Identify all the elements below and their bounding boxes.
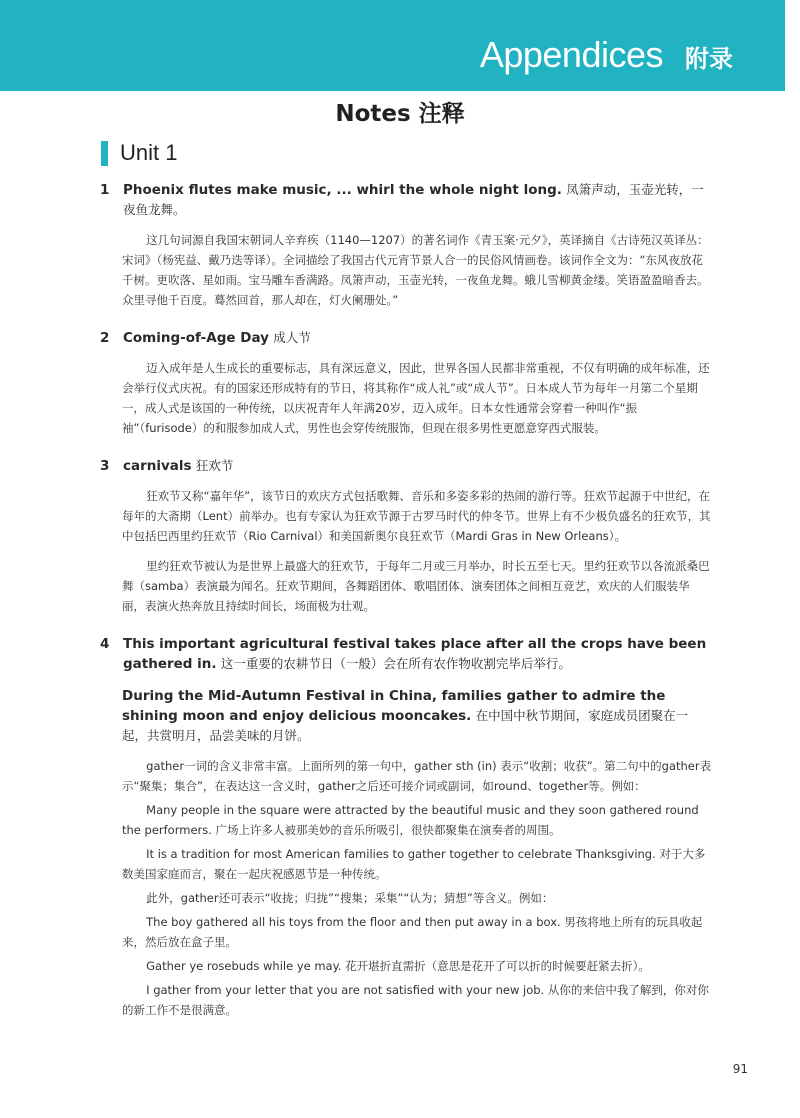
note-subheading-zh: 在中国中秋节期间，家庭成员团聚在一起，共赏明月，品尝美味的月饼。 — [122, 708, 689, 743]
note-number: 1 — [100, 182, 110, 198]
note-heading-zh: 凤箫声动，玉壶光转，一夜鱼龙舞。 — [123, 182, 704, 217]
note-heading-en: Coming-of-Age Day — [123, 330, 269, 346]
note-number: 3 — [100, 458, 110, 474]
note-subheading-en: During the Mid-Autumn Festival in China, families gather to admire the shining moon and enjoy delicious mooncakes. — [122, 688, 666, 724]
banner-title-en: Appendices — [479, 34, 663, 75]
note-paragraph: 迈入成年是人生成长的重要标志，具有深远意义，因此，世界各国人民都非常重视，不仅有明确的成年标准，还会举行仪式庆祝。有的国家还形成特有的节日，将其称作“成人礼”或“成人节”。日本成人节为每年一月第二个星期一，成人式是该国的一种传统，以庆祝青年人年满20岁，迈入成年。日本女性通常会穿着一种叫作“振袖”（furisode）的和服参加成人式，男性也会穿传统服饰，但现在很多男性更愿意穿西式服装。 — [122, 361, 710, 435]
note-paragraph: 狂欢节又称“嘉年华”，该节日的欢庆方式包括歌舞、音乐和多姿多彩的热闹的游行等。狂欢节起源于中世纪，在每年的大斋期（Lent）前举办。也有专家认为狂欢节源于古罗马时代的仲冬节。世界上有不少极负盛名的狂欢节，其中包括巴西里约狂欢节（Rio Carnival）和美国新奥尔良狂欢节（Mardi Gras in New Orleans）。 — [122, 489, 711, 543]
note-number: 4 — [100, 636, 110, 652]
note-heading-en: This important agricultural festival takes place after all the crops have been gathered in. — [123, 636, 707, 672]
note-heading — [100, 180, 712, 220]
note-2 — [100, 328, 712, 438]
note-4 — [100, 634, 712, 1020]
note-heading — [100, 634, 712, 674]
example-sentence: Many people in the square were attracted by the beautiful music and they soon gathered round the performers. 广场上许多人被那美妙的音乐所吸引，很快都聚集在演奏者的周围。 — [122, 803, 699, 837]
note-heading-zh: 这一重要的农耕节日（一般）会在所有农作物收割完毕后举行。 — [220, 656, 571, 671]
note-heading-zh: 狂欢节 — [195, 458, 234, 473]
note-paragraph: gather一词的含义非常丰富。上面所列的第一句中，gather sth (in) 表示“收割；收获”。第二句中的gather表示“聚集；集合”，在表达这一含义时，gather之后还可接介词或副词，如round、together等。例如： — [122, 759, 712, 793]
note-paragraph: 这几句词源自我国宋朝词人辛弃疾（1140—1207）的著名词作《青玉案·元夕》，英译摘自《古诗苑汉英译丛：宋词》（杨宪益、戴乃迭等译）。全词描绘了我国古代元宵节景人合一的民俗风情画卷。该词作全文为：“东风夜放花千树。更吹落、星如雨。宝马雕车香满路。凤箫声动，玉壶光转，一夜鱼龙舞。蛾儿雪柳黄金缕。笑语盈盈暗香去。众里寻他千百度。蓦然回首，那人却在，灯火阑珊处。” — [122, 233, 709, 307]
example-sentence: Gather ye rosebuds while ye may. 花开堪折直需折（意思是花开了可以折的时候要赶紧去折）。 — [146, 959, 650, 973]
unit-label: Unit 1 — [120, 140, 178, 165]
note-1 — [100, 180, 712, 310]
note-subheading — [122, 686, 712, 746]
note-heading-en: Phoenix flutes make music, ... whirl the whole night long. — [123, 182, 562, 198]
note-heading — [100, 328, 712, 348]
banner-title-zh: 附录 — [685, 45, 733, 73]
page-number: 91 — [732, 1062, 748, 1076]
note-paragraph: 此外，gather还可表示“收拢；归拢”“搜集；采集”“认为；猜想”等含义。例如： — [146, 891, 554, 905]
header-banner — [0, 0, 785, 91]
note-number: 2 — [100, 330, 110, 346]
note-3 — [100, 456, 712, 616]
note-heading-en: carnivals — [123, 458, 192, 474]
unit-accent-bar — [101, 141, 108, 166]
page-title: Notes 注释 — [335, 101, 465, 127]
note-heading — [100, 456, 712, 476]
example-sentence: The boy gathered all his toys from the floor and then put away in a box. 男孩将地上所有的玩具收起来，然后放在盒子里。 — [122, 915, 703, 949]
note-paragraph: 里约狂欢节被认为是世界上最盛大的狂欢节，于每年二月或三月举办，时长五至七天。里约狂欢节以各流派桑巴舞（samba）表演最为闻名。狂欢节期间，各舞蹈团体、歌唱团体、演奏团体之间相互竞艺，欢庆的人们服装华丽，表演火热奔放且持续时间长，场面极为壮观。 — [122, 559, 710, 613]
example-sentence: It is a tradition for most American families to gather together to celebrate Thanksgiving. 对于大多数美国家庭而言，聚在一起庆祝感恩节是一种传统。 — [122, 847, 706, 881]
banner-title — [480, 34, 733, 76]
notes-content — [100, 180, 712, 1038]
example-sentence: I gather from your letter that you are not satisfied with your new job. 从你的来信中我了解到，你对你的新工作不是很满意。 — [122, 983, 709, 1017]
note-heading-zh: 成人节 — [273, 330, 311, 345]
unit-heading — [101, 140, 177, 166]
